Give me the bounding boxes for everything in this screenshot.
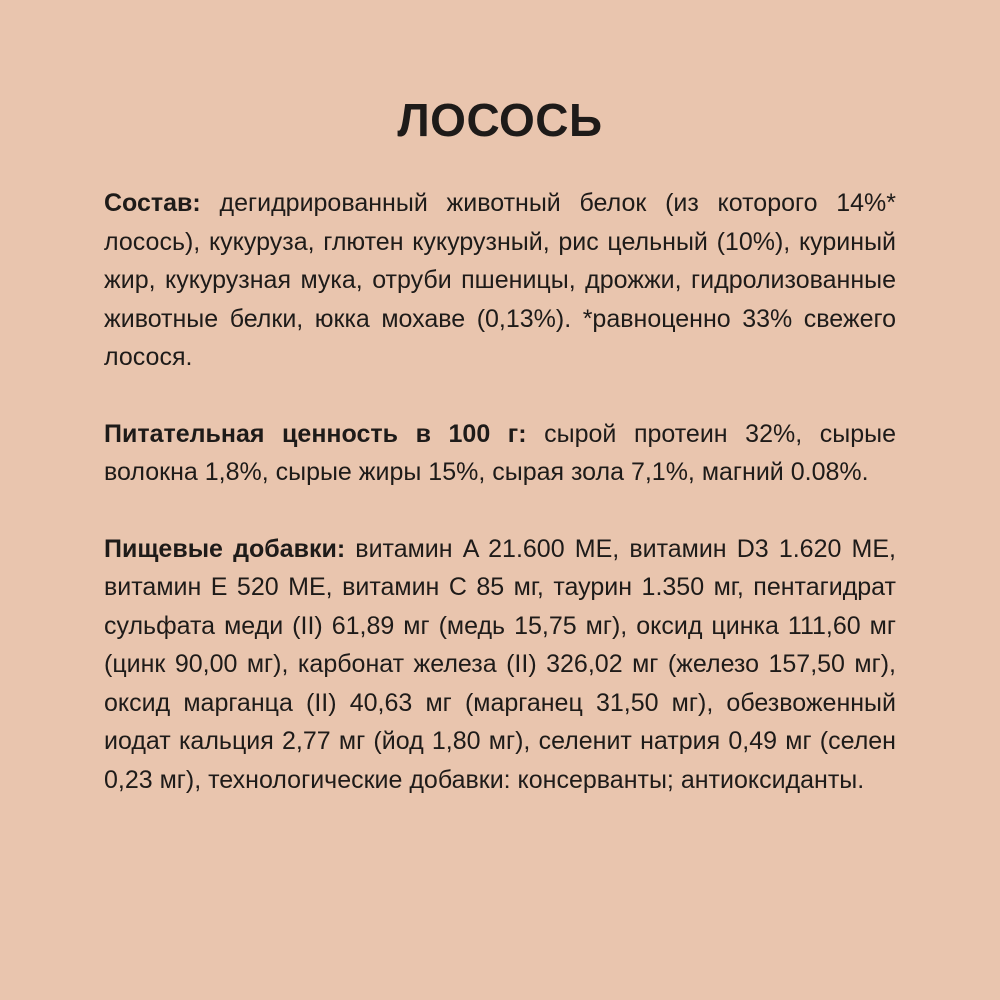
composition-section [104,184,896,377]
nutrition-text: сырой протеин 32%, сырые волокна 1,8%, сырые жиры 15%, сырая зола 7,1%, магний 0.08%. [104,419,896,486]
composition-text: дегидрированный животный белок (из которого 14%* лосось), кукуруза, глютен кукурузный, рис цельный (10%), куриный жир, кукурузная мука, отруби пшеницы, дрожжи, гидролизованные животные белки, юкка мохаве (0,13%). *равноценно 33% свежего лосося. [104,189,896,371]
nutrition-section [104,415,896,492]
composition-label: Состав: [104,189,201,217]
additives-section [104,530,896,800]
additives-text: витамин A 21.600 МЕ, витамин D3 1.620 МЕ, витамин E 520 МЕ, витамин C 85 мг, таурин 1.350 мг, пентагидрат сульфата меди (II) 61,89 мг (медь 15,75 мг), оксид цинка 111,60 мг (цинк 90,00 мг), карбонат железа (II) 326,02 мг (железо 157,50 мг), оксид марганца (II) 40,63 мг (марганец 31,50 мг), обезвоженный иодат кальция 2,77 мг (йод 1,80 мг), селенит натрия 0,49 мг (селен 0,23 мг), технологические добавки: консерванты; антиоксиданты. [104,534,896,794]
additives-label: Пищевые добавки: [104,534,346,563]
product-title: ЛОСОСЬ [397,94,603,146]
nutrition-label: Питательная ценность в 100 г: [104,419,527,448]
